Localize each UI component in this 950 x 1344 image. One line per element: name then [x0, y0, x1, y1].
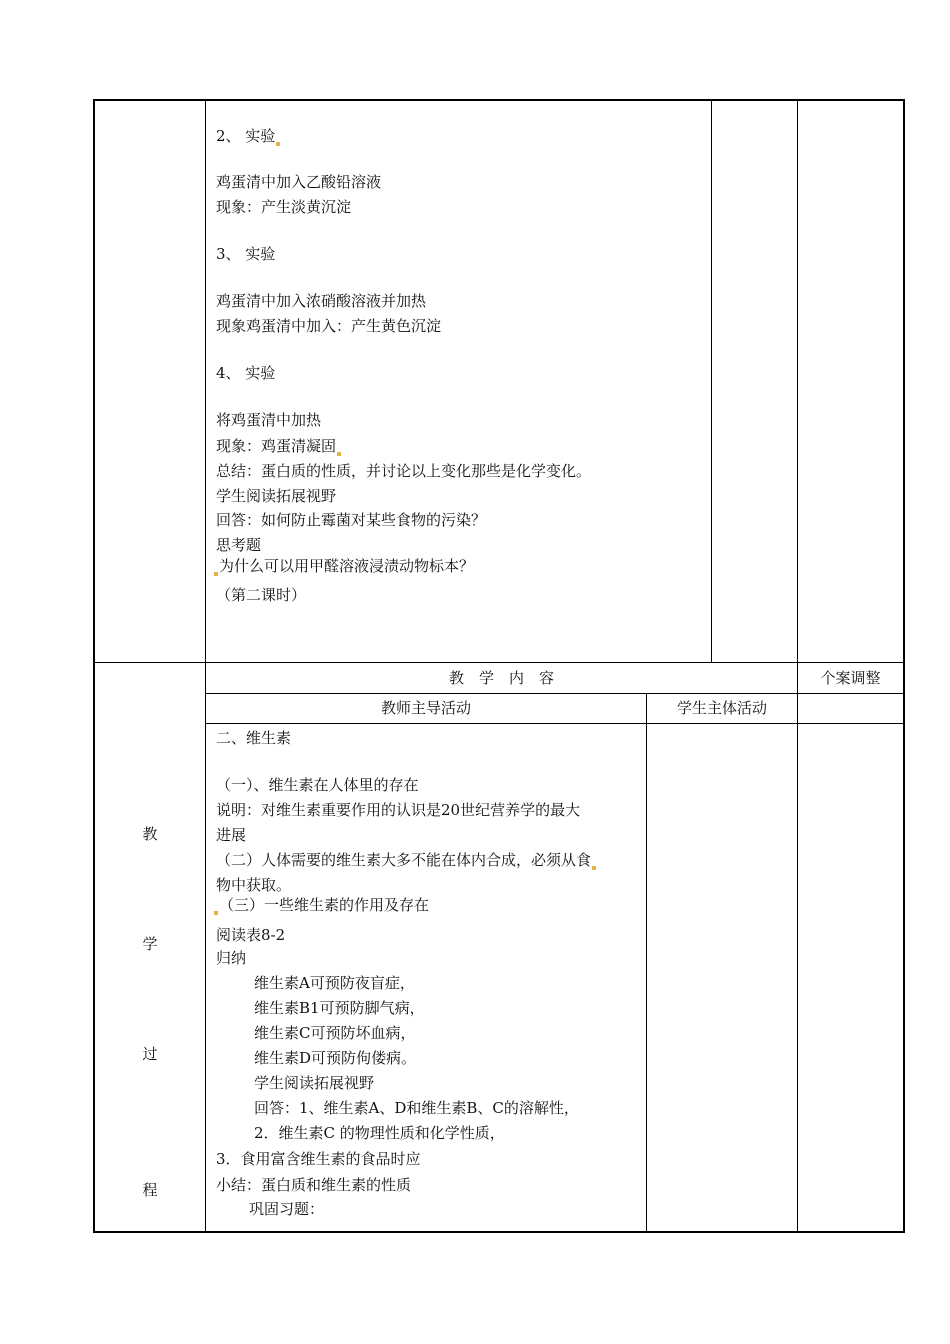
upper-line-14: 为什么可以用甲醛溶液浸渍动物标本？ [213, 556, 474, 576]
left-label-char-2: 学 [142, 935, 158, 953]
lower-line-8: 阅读表8-2 [216, 926, 286, 944]
lower-line-11: 维生素B1可预防脚气病， [254, 999, 425, 1017]
column-divider-upper-2 [711, 99, 712, 662]
row-divider-2 [205, 693, 905, 694]
upper-line-7: 4、 实验 [216, 364, 276, 382]
case-adjustment-header: 个案调整 [820, 669, 881, 687]
table-border-top [93, 99, 905, 101]
table-border-bottom [93, 1231, 905, 1233]
upper-line-4: 3、 实验 [216, 245, 276, 263]
upper-line-9: 现象：鸡蛋清凝固 [216, 436, 342, 456]
upper-line-5: 鸡蛋清中加入浓硝酸溶液并加热 [216, 292, 427, 310]
teacher-activity-header: 教师主导活动 [380, 699, 471, 717]
upper-line-2: 鸡蛋清中加入乙酸铅溶液 [216, 173, 382, 191]
upper-line-1: 2、 实验 [216, 126, 281, 146]
lower-line-5: （二）人体需要的维生素大多不能在体内合成，必须从食 [216, 850, 597, 870]
lower-line-10: 维生素A可预防夜盲症， [254, 974, 415, 992]
lower-line-1: 二、维生素 [216, 729, 292, 747]
lower-line-17: 3．食用富含维生素的食品时应 [216, 1150, 421, 1168]
lower-line-6: 物中获取。 [216, 876, 292, 894]
upper-line-3: 现象：产生淡黄沉淀 [216, 198, 352, 216]
marker-dot [337, 452, 341, 456]
lower-line-16: 2．维生素C 的物理性质和化学性质， [254, 1124, 505, 1142]
upper-line-13: 思考题 [216, 536, 262, 554]
lower-line-19: 巩固习题： [249, 1200, 325, 1218]
column-divider-1 [205, 99, 206, 1233]
marker-dot [592, 866, 596, 870]
teaching-content-header: 教 学 内 容 [448, 669, 554, 687]
lower-line-9: 归纳 [216, 949, 247, 967]
column-divider-3 [797, 99, 798, 1233]
column-divider-lower-2 [646, 693, 647, 1233]
student-activity-header: 学生主体活动 [676, 699, 767, 717]
lower-line-18: 小结：蛋白质和维生素的性质 [216, 1176, 412, 1194]
marker-dot [214, 572, 218, 576]
lower-line-7: （三）一些维生素的作用及存在 [213, 895, 429, 915]
marker-dot [214, 911, 218, 915]
lower-line-14: 学生阅读拓展视野 [254, 1074, 375, 1092]
upper-line-10: 总结：蛋白质的性质，并讨论以上变化那些是化学变化。 [216, 462, 592, 480]
row-divider-1 [93, 662, 905, 663]
lower-line-2: （一）、维生素在人体里的存在 [216, 776, 419, 794]
left-label-char-4: 程 [142, 1181, 158, 1199]
upper-line-8: 将鸡蛋清中加热 [216, 411, 322, 429]
lower-line-13: 维生素D可预防佝偻病。 [254, 1049, 417, 1067]
lower-line-4: 进展 [216, 826, 247, 844]
lower-line-15: 回答：1、维生素A、D和维生素B、C的溶解性， [254, 1099, 579, 1117]
lower-line-12: 维生素C可预防坏血病， [254, 1024, 416, 1042]
left-label-char-1: 教 [142, 825, 158, 843]
upper-line-15: （第二课时） [216, 586, 307, 604]
upper-line-6: 现象鸡蛋清中加入：产生黄色沉淀 [216, 317, 442, 335]
marker-dot [276, 142, 280, 146]
upper-line-12: 回答：如何防止霉菌对某些食物的污染？ [216, 511, 487, 529]
lower-line-3: 说明：对维生素重要作用的认识是20世纪营养学的最大 [216, 801, 581, 819]
upper-line-11: 学生阅读拓展视野 [216, 487, 337, 505]
table-border-right [903, 99, 905, 1233]
row-divider-3 [205, 723, 905, 724]
left-label-char-3: 过 [142, 1045, 158, 1063]
